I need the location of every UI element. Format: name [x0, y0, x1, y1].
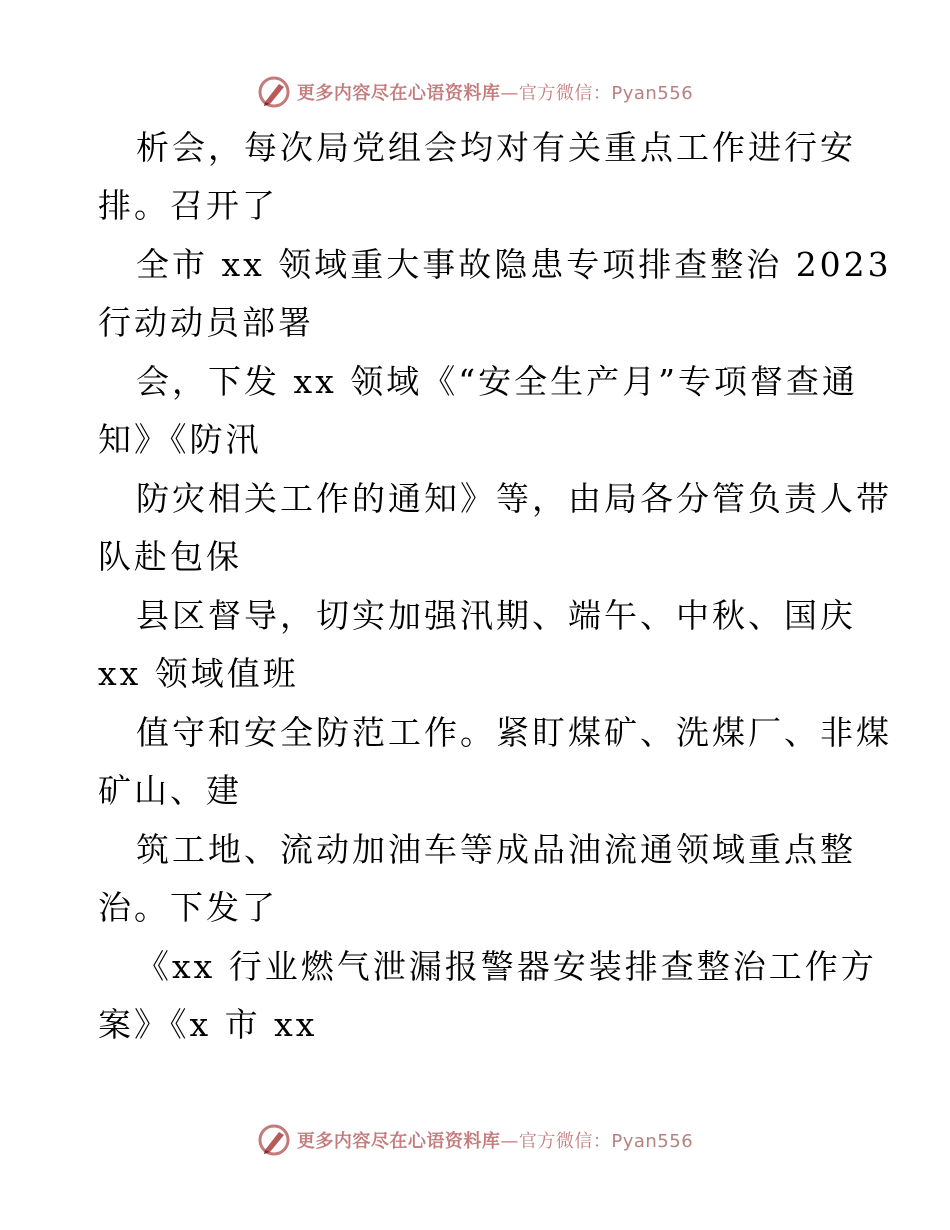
watermark-contact-id: Pyan556: [611, 1131, 694, 1152]
body-line: xx 领域值班: [98, 654, 299, 693]
body-line: 排。召开了: [98, 186, 278, 225]
watermark-brand: 更多内容尽在心语资料库: [296, 1131, 501, 1152]
body-line: 队赴包保: [98, 537, 242, 576]
body-line: 知》《防汛: [98, 420, 262, 459]
body-line: 治。下发了: [98, 888, 278, 927]
watermark-contact-id: Pyan556: [611, 83, 694, 104]
pen-circle-logo-icon: [257, 1123, 291, 1157]
body-line: 析会，每次局党组会均对有关重点工作进行安: [136, 128, 856, 167]
watermark-brand: 更多内容尽在心语资料库: [296, 83, 501, 104]
watermark-text: [297, 1127, 693, 1153]
body-line: 《xx 行业燃气泄漏报警器安装排查整治工作方: [136, 947, 877, 986]
body-line: 全市 xx 领域重大事故隐患专项排查整治 2023: [136, 245, 892, 284]
footer-watermark: [0, 1120, 950, 1160]
body-line: 筑工地、流动加油车等成品油流通领域重点整: [136, 830, 856, 869]
watermark-contact-label: 官方微信：: [518, 1131, 612, 1152]
body-line: 会，下发 xx 领域《“安全生产月”专项督查通: [136, 362, 858, 401]
watermark-text: [297, 79, 693, 105]
watermark-contact-label: 官方微信：: [518, 83, 612, 104]
watermark-separator: —: [500, 1131, 519, 1152]
body-line: 案》《x 市 xx: [98, 1005, 318, 1044]
body-line: 县区督导，切实加强汛期、端午、中秋、国庆: [136, 596, 856, 635]
watermark-separator: —: [500, 83, 519, 104]
body-line: 防灾相关工作的通知》等，由局各分管负责人带: [136, 479, 892, 518]
body-line: 矿山、建: [98, 771, 242, 810]
header-watermark: [0, 72, 950, 112]
body-line: 值守和安全防范工作。紧盯煤矿、洗煤厂、非煤: [136, 713, 892, 752]
body-line: 行动动员部署: [98, 303, 314, 342]
pen-circle-logo-icon: [257, 75, 291, 109]
